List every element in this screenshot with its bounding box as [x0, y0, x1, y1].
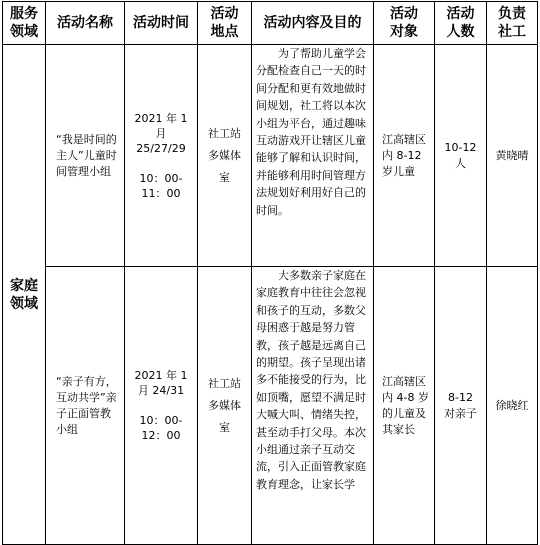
social-worker-cell: 徐晓红 — [487, 267, 538, 545]
activity-table — [2, 1, 538, 545]
target-cell: 江高辖区内 8-12 岁儿童 — [374, 45, 435, 267]
header-activity-name: 活动名称 — [46, 2, 125, 45]
activity-time-cell: 2021 年 1 月 25/27/29 10：00- 11：00 — [125, 45, 198, 267]
social-worker-cell: 黄晓晴 — [487, 45, 538, 267]
target-cell: 江高辖区内 4-8 岁的儿童及其家长 — [374, 267, 435, 545]
header-activity-place: 活动 地点 — [198, 2, 252, 45]
activity-place-cell: 社工站 多媒体 室 — [198, 267, 252, 545]
count-cell: 8-12 对亲子 — [435, 267, 487, 545]
header-activity-time: 活动时间 — [125, 2, 198, 45]
header-count: 活动 人数 — [435, 2, 487, 45]
content-purpose-cell: 为了帮助儿童学会分配检查自己一天的时间分配和更有效地做时间规划，社工将以本次小组为平台，通过趣味互动游戏开让辖区儿童能够了解和认识时间，并能够利用时间管理方法规划好利用好自己的时间。 — [252, 45, 374, 267]
table-row — [3, 45, 538, 267]
service-field-cell: 家庭 领域 — [3, 45, 46, 545]
header-content-purpose: 活动内容及目的 — [252, 2, 374, 45]
activity-time-cell: 2021 年 1 月 24/31 10：00- 12：00 — [125, 267, 198, 545]
header-social-worker: 负责 社工 — [487, 2, 538, 45]
content-purpose-text: 大多数亲子家庭在家庭教育中往往会忽视和孩子的互动，多数父母困惑于越是努力管教，孩子越是远离自己的期望。孩子呈现出诸多不能接受的行为，比如顶嘴，愿望不满足时大喊大叫、情绪失控，甚至动手打父母。本次小组通过亲子互动交流，引入正面管教家庭教育理念，让家长学 — [256, 269, 366, 491]
header-target: 活动 对象 — [374, 2, 435, 45]
activity-name-cell: “亲子有方，互动共学”亲子正面管教小组 — [46, 267, 125, 545]
header-service-field: 服务 领域 — [3, 2, 46, 45]
table-row — [3, 267, 538, 545]
activity-place-cell: 社工站 多媒体 室 — [198, 45, 252, 267]
count-cell: 10-12 人 — [435, 45, 487, 267]
header-row — [3, 2, 538, 45]
content-purpose-cell — [252, 267, 374, 545]
activity-name-cell: “我是时间的主人”儿童时间管理小组 — [46, 45, 125, 267]
